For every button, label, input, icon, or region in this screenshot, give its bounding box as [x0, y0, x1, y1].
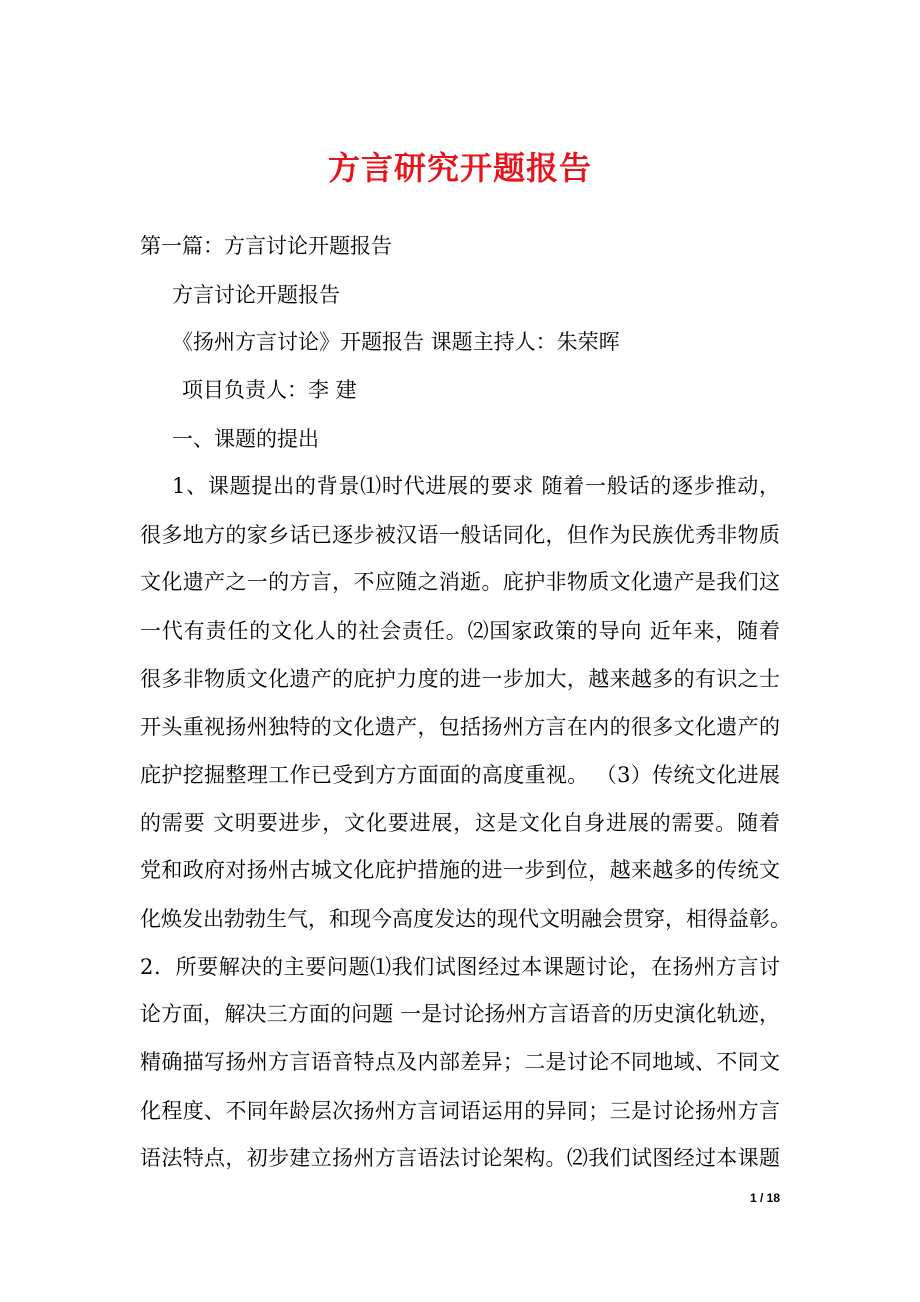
- paragraph-line: 很多非物质文化遗产的庇护力度的进一步加大，越来越多的有识之士: [140, 667, 780, 691]
- paragraph-line: 化程度、不同年龄层次扬州方言词语运用的异同；三是讨论扬州方言: [140, 1099, 780, 1123]
- project-leader: 项目负责人：李 建: [182, 378, 357, 402]
- paragraph-line: 精确描写扬州方言语音特点及内部差异；二是讨论不同地域、不同文: [140, 1050, 780, 1074]
- paragraph-line: 语法特点，初步建立扬州方言语法讨论架构。⑵我们试图经过本课题: [140, 1146, 780, 1170]
- paragraph-line: 论方面，解决三方面的问题 一是讨论扬州方言语音的历史演化轨迹，: [140, 1002, 780, 1026]
- section-heading: 第一篇：方言讨论开题报告: [140, 234, 392, 258]
- paragraph-line: 开头重视扬州独特的文化遗产，包括扬州方言在内的很多文化遗产的: [140, 715, 780, 739]
- chapter-heading: 一、课题的提出: [172, 427, 319, 451]
- subtitle: 方言讨论开题报告: [172, 283, 340, 307]
- paragraph-line: 化焕发出勃勃生气，和现今高度发达的现代文明融会贯穿，相得益彰。: [140, 907, 791, 931]
- paragraph-line: 的需要 文明要进步，文化要进展，这是文化自身进展的需要。随着: [140, 811, 780, 835]
- document-title: 方言研究开题报告: [327, 149, 592, 187]
- paragraph-line: 很多地方的家乡话已逐步被汉语一般话同化，但作为民族优秀非物质: [140, 523, 780, 547]
- paragraph-line: 一代有责任的文化人的社会责任。⑵国家政策的导向 近年来，随着: [140, 619, 780, 643]
- paragraph-line: 文化遗产之一的方言，不应随之消逝。庇护非物质文化遗产是我们这: [140, 570, 780, 594]
- paragraph-line: 党和政府对扬州古城文化庇护措施的进一步到位，越来越多的传统文: [140, 858, 780, 882]
- report-info: 《扬州方言讨论》开题报告 课题主持人：朱荣晖: [172, 330, 620, 354]
- paragraph-line: 庇护挖掘整理工作已受到方方面面的高度重视。 （3）传统文化进展: [140, 763, 780, 787]
- page-number: 1 / 18: [749, 1191, 780, 1205]
- paragraph-line: 1、课题提出的背景⑴时代进展的要求 随着一般话的逐步推动，: [172, 474, 780, 498]
- paragraph-line: 2．所要解决的主要问题⑴我们试图经过本课题讨论，在扬州方言讨: [140, 955, 780, 979]
